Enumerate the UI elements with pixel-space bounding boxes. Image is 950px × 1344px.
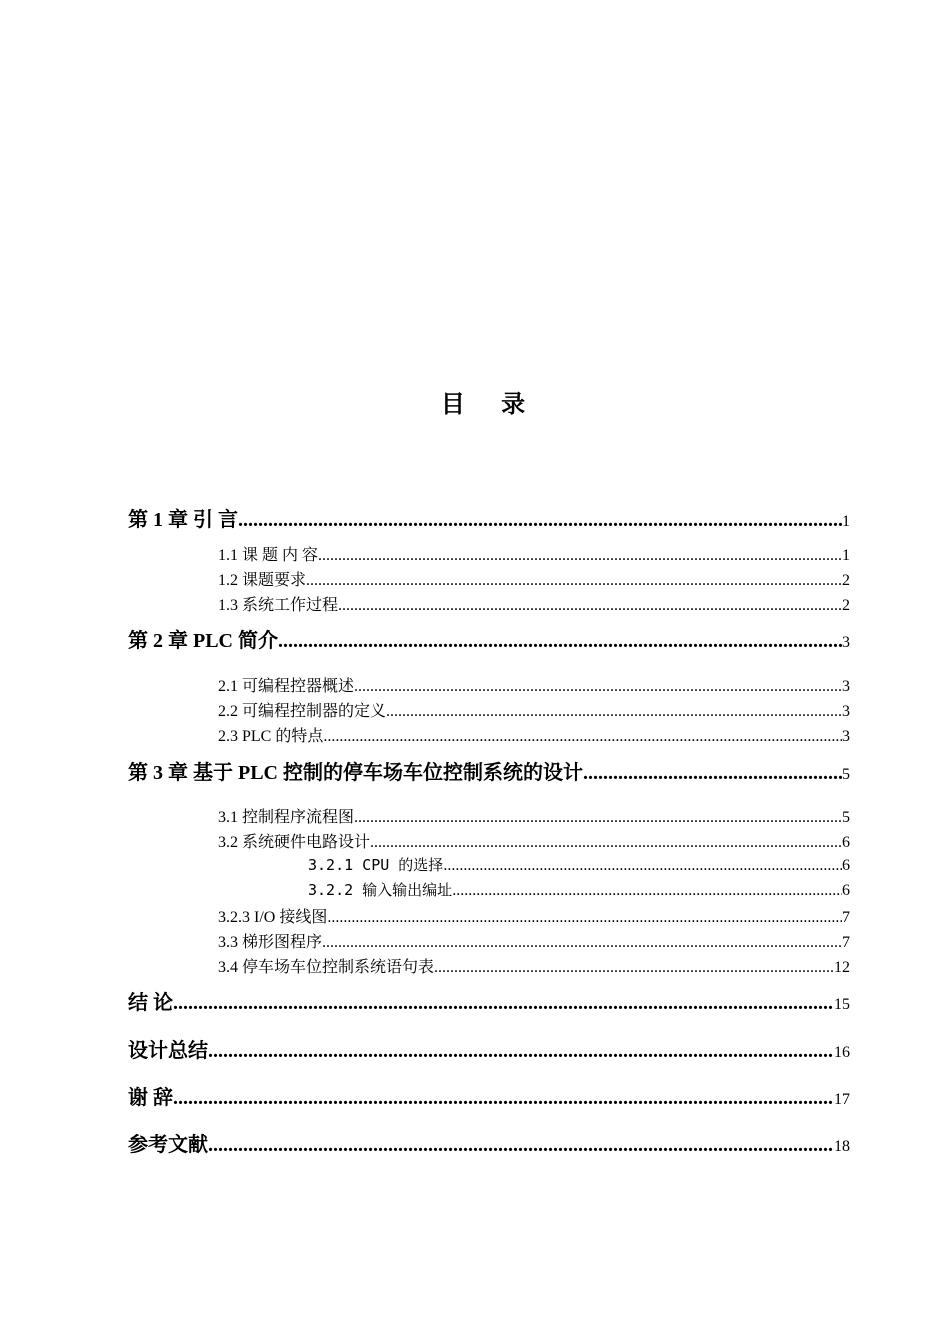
toc-page-number: 2	[842, 572, 850, 589]
toc-leader-dots	[173, 992, 834, 1015]
toc-entry-chapter-3[interactable]	[128, 756, 850, 785]
toc-entry-conclusion[interactable]	[128, 986, 850, 1015]
toc-leader-dots	[443, 857, 842, 875]
toc-leader-dots	[278, 630, 842, 653]
toc-page-number: 2	[842, 597, 850, 614]
toc-page-number: 3	[842, 728, 850, 745]
toc-entry-3-4[interactable]	[218, 954, 850, 977]
toc-leader-dots	[238, 509, 842, 532]
toc-page-number: 7	[842, 934, 850, 951]
toc-leader-dots	[583, 762, 842, 785]
toc-leader-dots	[386, 703, 842, 721]
toc-leader-dots	[434, 959, 834, 977]
toc-leader-dots	[452, 882, 842, 900]
toc-entry-3-1[interactable]	[218, 804, 850, 827]
toc-entry-label: 3.3 梯形图程序	[218, 934, 323, 951]
toc-leader-dots	[323, 728, 842, 746]
toc-entry-label: 1.1 课 题 内 容	[218, 547, 319, 564]
toc-entry-label: 3.2 系统硬件电路设计	[218, 834, 371, 851]
toc-entry-label: 2.1 可编程控器概述	[218, 678, 355, 695]
toc-entry-label: 3.2.3 I/O 接线图	[218, 909, 328, 926]
toc-entry-design-summary[interactable]	[128, 1034, 850, 1063]
toc-page-number: 12	[834, 959, 850, 976]
toc-entry-3-3[interactable]	[218, 929, 850, 952]
toc-leader-dots	[370, 834, 842, 852]
toc-page-number: 6	[842, 857, 850, 874]
toc-leader-dots	[173, 1087, 834, 1110]
toc-leader-dots	[327, 909, 842, 927]
toc-entry-label: 2.3 PLC 的特点	[218, 728, 324, 745]
toc-entry-label: 参考文献	[128, 1134, 208, 1156]
toc-entry-3-2-3[interactable]	[218, 904, 850, 927]
toc-entry-acknowledgements[interactable]	[128, 1081, 850, 1110]
toc-leader-dots	[322, 934, 842, 952]
toc-page-number: 18	[834, 1138, 850, 1155]
toc-page-number: 1	[842, 547, 850, 564]
toc-leader-dots	[354, 678, 842, 696]
toc-page-number: 17	[834, 1091, 850, 1108]
toc-entry-label: 谢 辞	[128, 1087, 173, 1109]
toc-leader-dots	[208, 1134, 834, 1157]
toc-entry-1-2[interactable]	[218, 567, 850, 590]
toc-page-number: 5	[842, 809, 850, 826]
toc-entry-3-2[interactable]	[218, 829, 850, 852]
toc-entry-label: 2.2 可编程控制器的定义	[218, 703, 387, 720]
toc-page-number: 7	[842, 909, 850, 926]
toc-page-number: 6	[842, 882, 850, 899]
toc-entry-2-2[interactable]	[218, 698, 850, 721]
toc-entry-3-2-1[interactable]	[308, 854, 850, 875]
toc-entry-label: 结 论	[128, 992, 173, 1014]
toc-page-number: 15	[834, 996, 850, 1013]
toc-entry-1-1[interactable]	[218, 542, 850, 565]
toc-entry-label: 3.1 控制程序流程图	[218, 809, 355, 826]
toc-entry-2-1[interactable]	[218, 673, 850, 696]
toc-entry-references[interactable]	[128, 1128, 850, 1157]
toc-entry-label: 1.2 课题要求	[218, 572, 307, 589]
toc-entry-label: 设计总结	[128, 1040, 208, 1062]
toc-entry-label: 1.3 系统工作过程	[218, 597, 339, 614]
toc-page-number: 3	[842, 678, 850, 695]
toc-page-number: 3	[842, 634, 850, 651]
toc-entry-label: 第 1 章 引 言	[128, 509, 238, 531]
toc-entry-label: 3.2.2 输入输出编址	[308, 881, 453, 899]
toc-leader-dots	[318, 547, 842, 565]
toc-entry-3-2-2[interactable]	[308, 879, 850, 900]
toc-leader-dots	[208, 1040, 834, 1063]
toc-page-number: 3	[842, 703, 850, 720]
toc-entry-label: 第 2 章 PLC 简介	[128, 630, 278, 652]
toc-entry-chapter-1[interactable]	[128, 503, 850, 532]
toc-leader-dots	[354, 809, 842, 827]
toc-page-number: 1	[842, 513, 850, 530]
toc-entry-2-3[interactable]	[218, 723, 850, 746]
toc-entry-label: 3.4 停车场车位控制系统语句表	[218, 959, 435, 976]
toc-page-number: 5	[842, 766, 850, 783]
toc-page-number: 16	[834, 1044, 850, 1061]
toc-entry-label: 第 3 章 基于 PLC 控制的停车场车位控制系统的设计	[128, 762, 583, 784]
toc-entry-label: 3.2.1 CPU 的选择	[308, 856, 444, 874]
toc-page-number: 6	[842, 834, 850, 851]
toc-leader-dots	[306, 572, 842, 590]
page-title: 目 录	[440, 390, 540, 418]
toc-leader-dots	[338, 597, 842, 615]
toc-entry-chapter-2[interactable]	[128, 624, 850, 653]
toc-entry-1-3[interactable]	[218, 592, 850, 615]
